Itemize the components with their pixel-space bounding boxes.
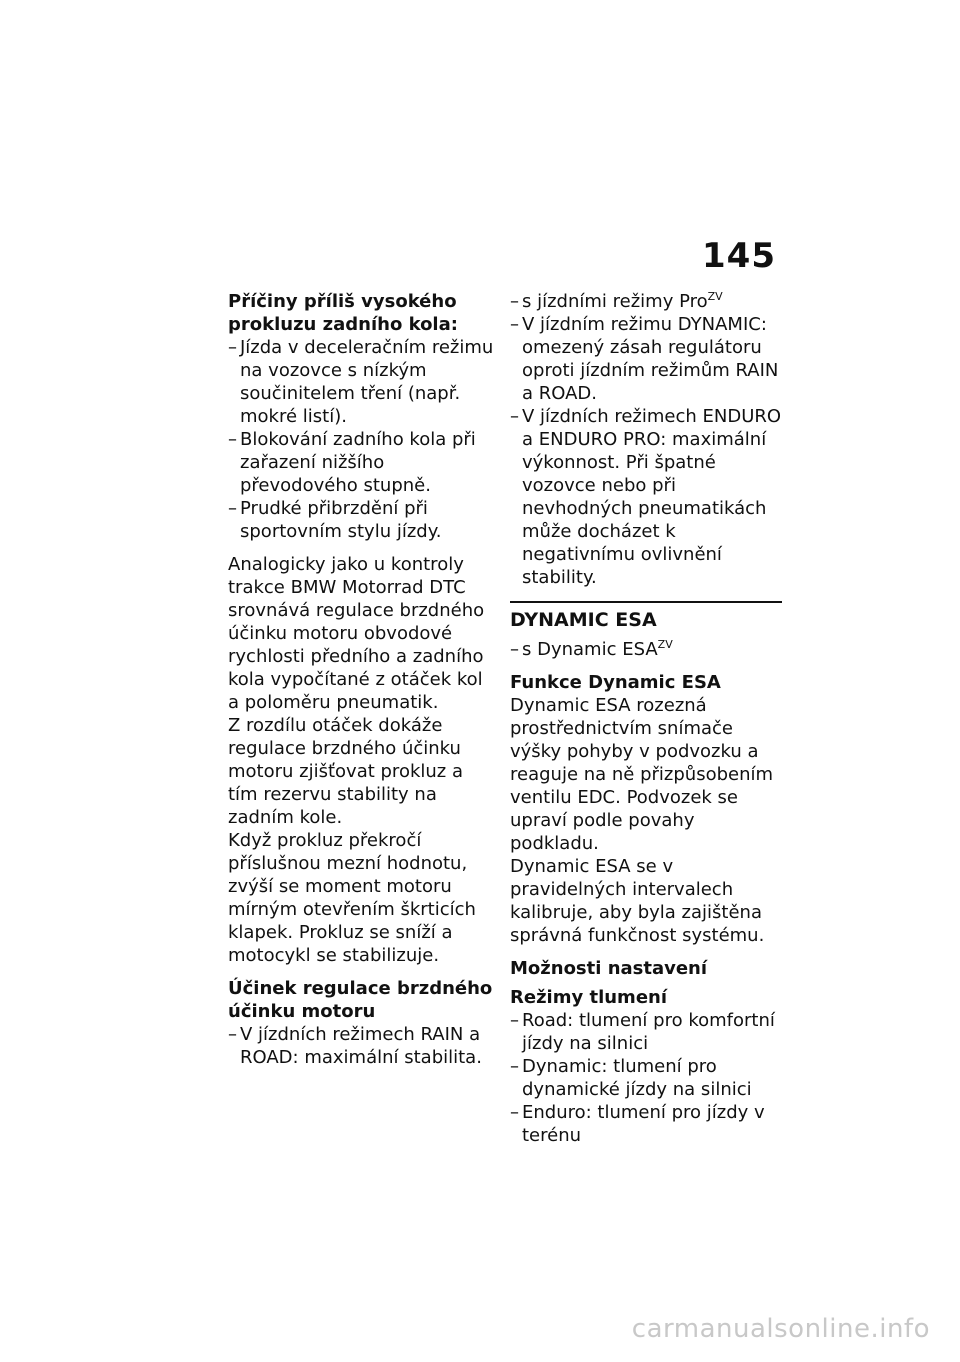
list-item: – Blokování zadního kola při zařazení nižšího převodového stupně. bbox=[228, 429, 476, 496]
list-item: – Road: tlumení pro komfortní jízdy na silnici bbox=[510, 1010, 775, 1054]
dash-bullet: – bbox=[510, 291, 519, 312]
dash-bullet: – bbox=[228, 429, 237, 450]
list-item: – V jízdních režimech RAIN a ROAD: maximální stabilita. bbox=[228, 1024, 482, 1068]
dash-bullet: – bbox=[510, 406, 519, 427]
right-column bbox=[510, 290, 782, 1147]
paragraph-calibration: Dynamic ESA se v pravidelných intervalech kalibruje, aby byla zajištěna správná funkčnost systému. bbox=[510, 856, 765, 946]
dash-bullet: – bbox=[228, 498, 237, 519]
dash-bullet: – bbox=[510, 1102, 519, 1123]
list-item: – s Dynamic $ESA^{ZV}$ bbox=[510, 638, 673, 660]
dash-bullet: – bbox=[510, 639, 519, 660]
heading-settings: Možnosti nastavení bbox=[510, 958, 708, 979]
list-item: – Enduro: tlumení pro jízdy v terénu bbox=[510, 1102, 765, 1146]
effect-list-continued bbox=[510, 290, 782, 589]
dash-bullet: – bbox=[228, 1024, 237, 1045]
section-divider bbox=[510, 601, 782, 603]
heading-damping-modes: Režimy tlumení bbox=[510, 987, 668, 1008]
list-item: – Jízda v deceleračním režimu na vozovce s nízkým součinitelem tření (např. mokré listí). bbox=[228, 337, 494, 427]
causes-list bbox=[228, 336, 494, 543]
left-column bbox=[228, 290, 494, 1069]
paragraph-function-description: Dynamic ESA rozezná prostřednictvím snímače výšky pohyby v podvozku a reaguje na ně přizpůsobením ventilu EDC. Podvozek se upraví podle povahy podkladu. bbox=[510, 695, 774, 854]
list-item: – V jízdních režimech ENDURO a ENDURO PRO: maximální výkonnost. Při špatné vozovce nebo při nevhodných pneumatikách může docházet k negativnímu ovlivnění stability. bbox=[510, 406, 782, 588]
heading-engine-braking-effect: Účinek regulace brzdného účinku motoru bbox=[228, 978, 493, 1022]
heading-function: Funkce Dynamic ESA bbox=[510, 672, 721, 693]
list-item: – s jízdními režimy Pro$^{ZV}$ bbox=[510, 290, 723, 312]
section-title: DYNAMIC ESA bbox=[510, 609, 657, 631]
dash-bullet: – bbox=[510, 314, 519, 335]
equipment-list bbox=[510, 638, 782, 661]
heading-causes: Příčiny příliš vysokého prokluzu zadního kola: bbox=[228, 291, 458, 335]
watermark: carmanualsonline.info bbox=[631, 1314, 930, 1344]
optional-equipment-mark: ZV bbox=[657, 638, 673, 651]
effect-list bbox=[228, 1023, 494, 1069]
dash-bullet: – bbox=[510, 1010, 519, 1031]
list-item: – Prudké přibrzdění při sportovním stylu jízdy. bbox=[228, 498, 442, 542]
optional-equipment-mark: ZV bbox=[707, 290, 723, 303]
paragraph-dtc-comparison: Analogicky jako u kontroly trakce BMW Motorrad DTC srovnává regulace brzdného účinku motoru obvodové rychlosti předního a zadního kola vypočítané z otáček kol a poloměru pneumatik. bbox=[228, 554, 485, 713]
list-item: – Dynamic: tlumení pro dynamické jízdy na silnici bbox=[510, 1056, 752, 1100]
page-number: 145 bbox=[702, 236, 776, 276]
list-item: – V jízdním režimu DYNAMIC: omezený zásah regulátoru oproti jízdním režimům RAIN a ROAD. bbox=[510, 314, 779, 404]
damping-modes-list bbox=[510, 1009, 782, 1147]
dash-bullet: – bbox=[228, 337, 237, 358]
paragraph-slip-detection: Z rozdílu otáček dokáže regulace brzdného účinku motoru zjišťovat prokluz a tím rezervu stability na zadním kole. bbox=[228, 715, 463, 828]
paragraph-slip-limit: Když prokluz překročí příslušnou mezní hodnotu, zvýší se moment motoru mírným otevřením škrticích klapek. Prokluz se sníží a motocykl se stabilizuje. bbox=[228, 830, 476, 966]
dash-bullet: – bbox=[510, 1056, 519, 1077]
